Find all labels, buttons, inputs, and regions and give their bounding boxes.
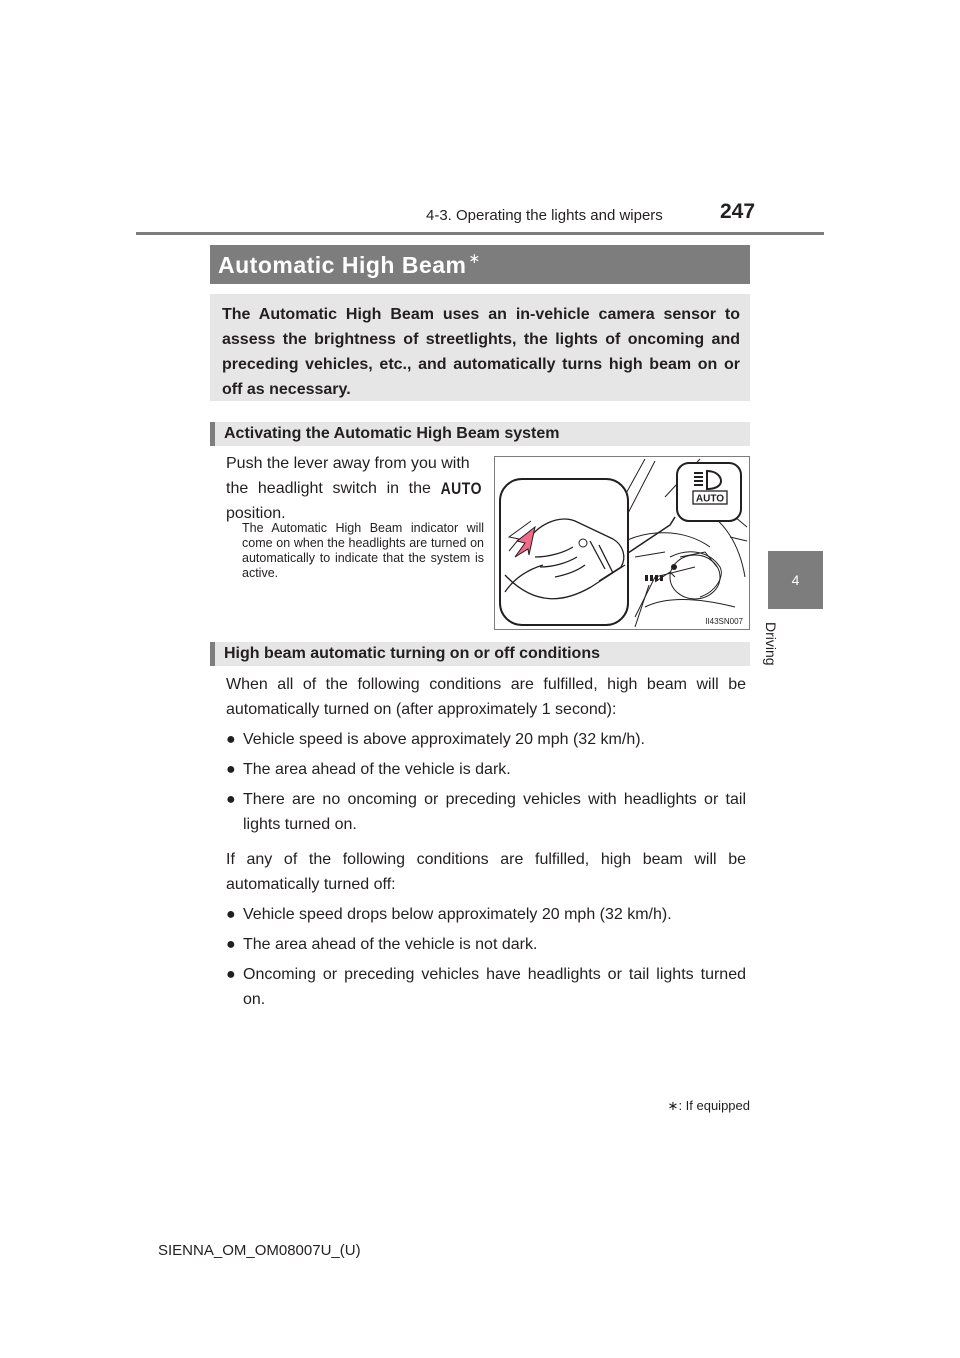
section1-heading-marker bbox=[210, 422, 215, 446]
list-item bbox=[226, 962, 746, 1012]
section1-line3: position. bbox=[226, 505, 286, 522]
footnote-text: : If equipped bbox=[678, 1098, 750, 1113]
section2-body bbox=[226, 672, 746, 1017]
list-item-text: The area ahead of the vehicle is dark. bbox=[243, 761, 511, 778]
section1-paragraph bbox=[226, 451, 482, 526]
header-section-title: 4-3. Operating the lights and wipers bbox=[426, 207, 663, 224]
list-item-text: Vehicle speed is above approximately 20 mph (32 km/h). bbox=[243, 731, 645, 748]
bullet-icon: ● bbox=[226, 966, 236, 983]
chapter-tab-number: 4 bbox=[791, 572, 800, 588]
intro-text: The Automatic High Beam uses an in-vehicle camera sensor to assess the brightness of streetlights, the lights of oncoming and preceding vehicles, etc., and automatically turns high beam on or off as necessary. bbox=[222, 306, 740, 398]
bullet-icon: ● bbox=[226, 906, 236, 923]
list-item-text: Vehicle speed drops below approximately 20 mph (32 km/h). bbox=[243, 906, 672, 923]
page-title bbox=[218, 250, 481, 279]
auto-position-symbol: AUTO bbox=[440, 478, 482, 498]
list-item bbox=[226, 902, 746, 927]
list-item-text: The area ahead of the vehicle is not dark. bbox=[243, 936, 538, 953]
bullet-icon: ● bbox=[226, 761, 236, 778]
list-item bbox=[226, 932, 746, 957]
figure-auto-label: AUTO bbox=[695, 493, 725, 505]
bullet-icon: ● bbox=[226, 791, 236, 808]
word: the bbox=[226, 480, 249, 497]
indicator-note: The Automatic High Beam indicator will come on when the headlights are turned on automatically to indicate that the system is active. bbox=[242, 521, 484, 580]
chapter-tab-label-text: Driving bbox=[763, 622, 779, 666]
section2-heading-marker bbox=[210, 642, 215, 666]
header-rule bbox=[136, 232, 824, 235]
section1-line2 bbox=[226, 476, 482, 501]
list-item-text: Oncoming or preceding vehicles have headlights or tail lights turned on. bbox=[243, 966, 746, 1008]
word: the bbox=[408, 480, 431, 497]
word: switch bbox=[332, 480, 377, 497]
list-item bbox=[226, 757, 746, 782]
conditions-on-paragraph: When all of the following conditions are fulfilled, high beam will be automatically turned on (after approximately 1 second): bbox=[226, 676, 746, 718]
word: in bbox=[386, 480, 400, 497]
list-item bbox=[226, 727, 746, 752]
footnote-mark: ∗ bbox=[667, 1098, 679, 1113]
section2-heading: High beam automatic turning on or off conditions bbox=[224, 645, 600, 662]
document-code: SIENNA_OM_OM08007U_(U) bbox=[158, 1242, 361, 1259]
section1-heading: Activating the Automatic High Beam system bbox=[224, 425, 560, 442]
bullet-icon: ● bbox=[226, 731, 236, 748]
word: headlight bbox=[257, 480, 323, 497]
bullet-icon: ● bbox=[226, 936, 236, 953]
list-item bbox=[226, 787, 746, 837]
if-equipped-mark: ∗ bbox=[468, 250, 481, 266]
lever-illustration-drawing bbox=[495, 457, 749, 629]
page-number: 247 bbox=[720, 200, 756, 223]
footnote bbox=[600, 1098, 750, 1114]
page-title-text: Automatic High Beam bbox=[218, 252, 467, 278]
lever-illustration bbox=[494, 456, 750, 630]
section1-line1: Push the lever away from you with bbox=[226, 455, 470, 472]
conditions-off-paragraph: If any of the following conditions are fulfilled, high beam will be automatically turned off: bbox=[226, 851, 746, 893]
chapter-tab-label bbox=[763, 622, 783, 682]
figure-code: II43SN007 bbox=[705, 617, 743, 626]
list-item-text: There are no oncoming or preceding vehicles with headlights or tail lights turned on. bbox=[243, 791, 746, 833]
